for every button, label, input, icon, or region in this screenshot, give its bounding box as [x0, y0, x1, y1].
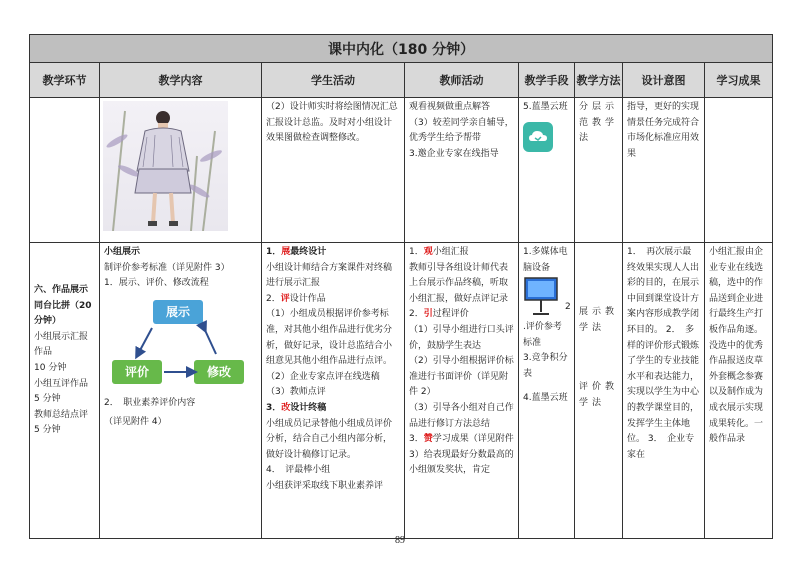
step-number: 3．	[409, 434, 424, 445]
header-teacher: 教师活动	[405, 63, 519, 98]
content-line: 1．展示、评价、修改流程	[104, 278, 209, 289]
step-title: 设计终稿	[290, 402, 327, 413]
table-row	[30, 98, 773, 243]
diagram-arrows	[108, 298, 248, 390]
student-activity-cell	[262, 98, 405, 243]
evaluation-cycle-diagram	[108, 298, 248, 390]
step-number: 1．	[409, 247, 424, 257]
stage-line: 小组互评作品 5 分钟	[34, 378, 89, 405]
content-line: 2． 职业素养评价内容	[104, 397, 196, 408]
header-outcome: 学习成果	[705, 63, 773, 98]
step-text: （2）引导小组根据评价标准进行书面评价（详见附件 2）	[409, 356, 514, 398]
content-heading: 小组展示	[104, 247, 141, 257]
header-student: 学生活动	[262, 63, 405, 98]
page-number: 89	[395, 535, 405, 546]
method-item: 展示教学法	[579, 307, 619, 333]
step-number: 3．	[266, 402, 282, 413]
design-intent-text: 指导，更好的实现情景任务完成符合市场化标准应用效果	[627, 102, 700, 159]
diagram-box-evaluate: 评价	[112, 360, 162, 384]
diagram-box-show: 展示	[153, 300, 203, 324]
lesson-plan-table	[29, 34, 773, 539]
learning-outcome-text: 小组汇报由企业专业在线选稿，选中的作品送到企业进行最终生产打板作品角逐。没选中的优秀作品报送皮草外套概念参赛以及制作成为成衣展示实现成果转化。一般作品录	[709, 247, 764, 445]
means-item: 3.竞争积分表	[523, 353, 568, 379]
step-text: 教师引导各组设计师代表上台展示作品终稿，听取小组汇报，做好点评记录	[409, 262, 509, 304]
stage-cell	[30, 243, 100, 539]
design-intent-cell	[623, 243, 705, 539]
step-number: 2．	[409, 309, 424, 320]
content-line: 制评价参考标准（详见附件 3）	[104, 262, 230, 273]
teaching-method-cell	[575, 243, 623, 539]
step-text: 小组获评采取线下职业素养评	[266, 480, 384, 491]
step-keyword: 展	[281, 247, 291, 257]
step-text: （1）引导小组进行口头评价，鼓励学生表达	[409, 324, 514, 351]
step-number: 2．	[266, 293, 281, 304]
teaching-means-cell	[519, 98, 575, 243]
table-row	[30, 243, 773, 539]
teacher-activity-cell	[405, 243, 519, 539]
diagram-box-revise: 修改	[194, 360, 244, 384]
fashion-illustration	[103, 101, 228, 231]
step-text: 小组设计师结合方案课件对终稿进行展示汇报	[266, 262, 393, 289]
teaching-method-cell	[575, 98, 623, 243]
header-method: 教学方法	[575, 63, 623, 98]
step-number: 1．	[266, 247, 282, 257]
student-activity-cell	[262, 243, 405, 539]
header-stage: 教学环节	[30, 63, 100, 98]
design-intent-text: 1． 再次展示最终效果实现人人出彩的目的，在展示中回到课堂设计方案内容形成教学闭环目的。 2． 多样的评价形式锻炼了学生的专业技能水平和表达能力，实现以学生为中心的教学课堂目的，发挥学生主体地位。 3． 企业专家在	[627, 247, 700, 460]
method-item: 评价教学法	[579, 382, 619, 408]
teaching-means-cell	[519, 243, 575, 539]
fashion-illustration-cell	[100, 98, 262, 243]
header-means: 教学手段	[519, 63, 575, 98]
header-intent: 设计意图	[623, 63, 705, 98]
stage-line: 教师总结点评 5 分钟	[34, 409, 89, 436]
means-item: 1.多媒体电脑设备	[523, 247, 568, 273]
step-title: 过程评价	[432, 309, 469, 320]
learning-outcome-cell	[705, 98, 773, 243]
step-title: 设计作品	[289, 293, 326, 304]
design-intent-cell	[623, 98, 705, 243]
smart-board-icon	[523, 276, 570, 320]
cloud-class-app-icon	[523, 122, 553, 152]
step-text: （1）小组成员根据评价参考标准，对其他小组作品进行优劣分析，做好记录，设计总监结合小组意见其他小组作品进行点评。	[266, 309, 393, 367]
content-line: （详见附件 4）	[104, 417, 167, 428]
means-item: 4.蓝墨云班	[523, 392, 568, 403]
step-text: （3）教师点评	[266, 387, 326, 398]
teacher-activity-line: 3.邀企业专家在线指导	[409, 148, 499, 159]
step-title: 最终设计	[290, 247, 327, 257]
step-keyword: 引	[423, 309, 433, 320]
step-title: 小组汇报	[432, 247, 469, 257]
step-keyword: 评	[280, 293, 290, 304]
step-text: （2）企业专家点评在线选稿	[266, 371, 380, 382]
step-text: （3）引导各小组对自己作品进行修订方法总结	[409, 402, 514, 429]
teacher-activity-line: 观看视频做重点解答	[409, 102, 491, 112]
means-item: 2	[565, 302, 571, 313]
step-keyword: 观	[423, 247, 433, 257]
step-title: 4． 评最棒小组	[266, 465, 331, 476]
stage-cell-empty	[30, 98, 100, 243]
learning-outcome-cell	[705, 243, 773, 539]
stage-title: 六、作品展示同台比拼（20分钟）	[34, 285, 92, 327]
header-content: 教学内容	[100, 63, 262, 98]
table-title: 课中内化（180 分钟）	[30, 35, 773, 63]
means-item: .评价参考标准	[523, 322, 562, 348]
stage-line: 小组展示汇报作品	[34, 331, 89, 358]
teacher-activity-cell	[405, 98, 519, 243]
step-keyword: 改	[281, 402, 291, 413]
teacher-activity-line: （3）较差同学亲自辅导，优秀学生给予帮带	[409, 117, 514, 144]
step-title: 学习成果（详见附件 3）给表现最好分数最高的小组颁发奖状，肯定	[409, 434, 514, 476]
teaching-means-text: 5.蓝墨云班	[523, 102, 568, 112]
content-cell	[100, 243, 262, 539]
step-keyword: 赞	[423, 434, 433, 445]
step-text: 小组成员记录替他小组成员评价分析，结合自己小组内部分析，做好设计稿修订记录。	[266, 418, 393, 460]
stage-line: 10 分钟	[34, 362, 67, 373]
teaching-method-text: 分层示范教学法	[579, 102, 619, 144]
student-activity-text: （2）设计师实时将绘图情况汇总汇报设计总监。及时对小组设计效果图做检查调整修改。	[266, 102, 398, 144]
